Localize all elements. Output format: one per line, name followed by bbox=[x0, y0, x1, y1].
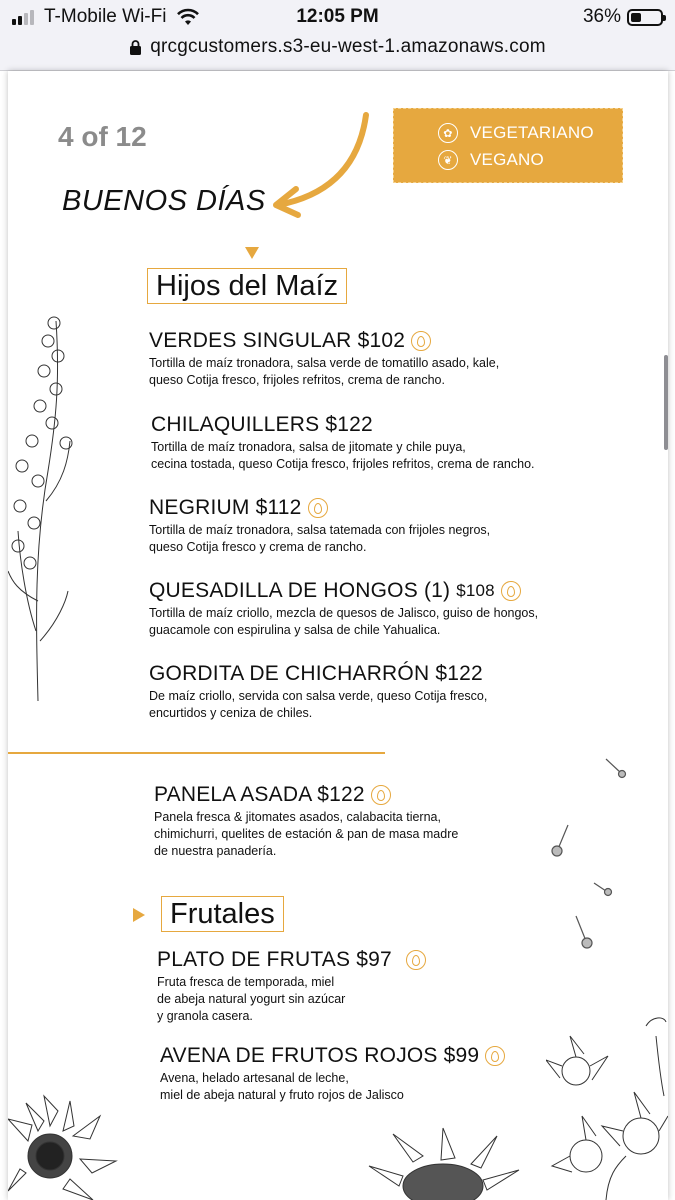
item-description: queso Cotija fresco, frijoles refritos, crema de rancho. bbox=[149, 373, 445, 387]
triangle-right-icon bbox=[133, 908, 145, 922]
legend-vegan bbox=[438, 150, 544, 170]
item-description: De maíz criollo, servida con salsa verde, queso Cotija fresco, bbox=[149, 689, 488, 703]
curved-arrow-icon bbox=[256, 109, 376, 219]
item-name: QUESADILLA DE HONGOS (1) bbox=[149, 579, 451, 602]
clock: 12:05 PM bbox=[296, 6, 379, 27]
menu-page bbox=[8, 71, 668, 1200]
item-description: Tortilla de maíz tronadora, salsa tatemada con frijoles negros, bbox=[149, 523, 491, 537]
item-description: Panela fresca & jitomates asados, calabacita tierna, bbox=[154, 810, 441, 824]
page-indicator: 4 of 12 bbox=[58, 121, 147, 152]
pin-flowers-illustration bbox=[546, 751, 636, 981]
vegan-icon: ❦ bbox=[438, 150, 458, 170]
item-name: AVENA DE FRUTOS ROJOS $99 bbox=[160, 1044, 480, 1067]
sunflower-illustration bbox=[363, 1126, 523, 1200]
lock-icon bbox=[129, 39, 142, 56]
item-description: encurtidos y ceniza de chiles. bbox=[149, 706, 313, 720]
vegetarian-icon bbox=[501, 581, 521, 601]
menu-item bbox=[157, 948, 426, 1025]
item-price: $108 bbox=[456, 581, 495, 600]
legend-vegetarian bbox=[438, 123, 594, 143]
vegetarian-icon bbox=[308, 498, 328, 518]
vegetarian-icon bbox=[411, 331, 431, 351]
menu-heading: BUENOS DÍAS bbox=[62, 185, 266, 217]
carrier-name: T-Mobile Wi-Fi bbox=[44, 6, 167, 27]
item-name: CHILAQUILLERS $122 bbox=[151, 413, 373, 436]
item-description: Tortilla de maíz tronadora, salsa verde de tomatillo asado, kale, bbox=[149, 356, 500, 370]
battery-icon bbox=[627, 9, 663, 26]
item-description: Fruta fresca de temporada, miel bbox=[157, 975, 335, 989]
menu-item bbox=[149, 662, 487, 722]
section-divider bbox=[8, 752, 385, 754]
item-description: Avena, helado artesanal de leche, bbox=[160, 1071, 349, 1085]
item-description: queso Cotija fresco y crema de rancho. bbox=[149, 540, 367, 554]
item-description: de abeja natural yogurt sin azúcar bbox=[157, 992, 346, 1006]
item-description: guacamole con espirulina y salsa de chile Yahualica. bbox=[149, 623, 441, 637]
section-title-frutales: Frutales bbox=[161, 896, 284, 932]
vegetarian-icon bbox=[371, 785, 391, 805]
lavender-illustration bbox=[8, 301, 78, 701]
menu-item bbox=[154, 783, 458, 860]
battery-percent: 36% bbox=[582, 6, 621, 27]
menu-item bbox=[151, 413, 535, 473]
diet-legend bbox=[393, 108, 623, 183]
menu-item bbox=[160, 1044, 505, 1104]
menu-item bbox=[149, 496, 490, 556]
legend-vegan-label: VEGANO bbox=[470, 150, 544, 169]
item-name: PLATO DE FRUTAS $97 bbox=[157, 948, 392, 971]
vegetarian-icon bbox=[485, 1046, 505, 1066]
item-name: PANELA ASADA $122 bbox=[154, 783, 365, 806]
item-name: NEGRIUM $112 bbox=[149, 496, 302, 519]
vegetarian-icon bbox=[406, 950, 426, 970]
item-description: chimichurri, quelites de estación & pan de masa madre bbox=[154, 827, 459, 841]
vegetarian-icon: ✿ bbox=[438, 123, 458, 143]
triangle-down-icon bbox=[245, 247, 259, 259]
scrollbar[interactable] bbox=[664, 355, 668, 450]
menu-item bbox=[149, 329, 499, 389]
menu-item bbox=[149, 579, 538, 639]
item-name: GORDITA DE CHICHARRÓN $122 bbox=[149, 662, 483, 685]
item-name: VERDES SINGULAR $102 bbox=[149, 329, 406, 352]
daffodil-illustration bbox=[546, 1016, 668, 1200]
battery-status bbox=[583, 6, 663, 28]
item-description: Tortilla de maíz tronadora, salsa de jitomate y chile puya, bbox=[151, 440, 466, 454]
item-description: Tortilla de maíz criollo, mezcla de quesos de Jalisco, guiso de hongos, bbox=[149, 606, 539, 620]
item-description: y granola casera. bbox=[157, 1009, 253, 1023]
legend-vegetarian-label: VEGETARIANO bbox=[470, 123, 594, 142]
section-title-hijos: Hijos del Maíz bbox=[147, 268, 347, 304]
address-bar[interactable] bbox=[0, 36, 675, 71]
url-text[interactable]: qrcgcustomers.s3-eu-west-1.amazonaws.com bbox=[150, 36, 546, 57]
item-description: de nuestra panadería. bbox=[154, 844, 277, 858]
status-bar bbox=[0, 0, 675, 36]
sunflower-illustration bbox=[8, 1081, 128, 1200]
item-description: cecina tostada, queso Cotija fresco, frijoles refritos, crema de rancho. bbox=[151, 457, 535, 471]
item-description: miel de abeja natural y fruto rojos de Jalisco bbox=[160, 1088, 404, 1102]
